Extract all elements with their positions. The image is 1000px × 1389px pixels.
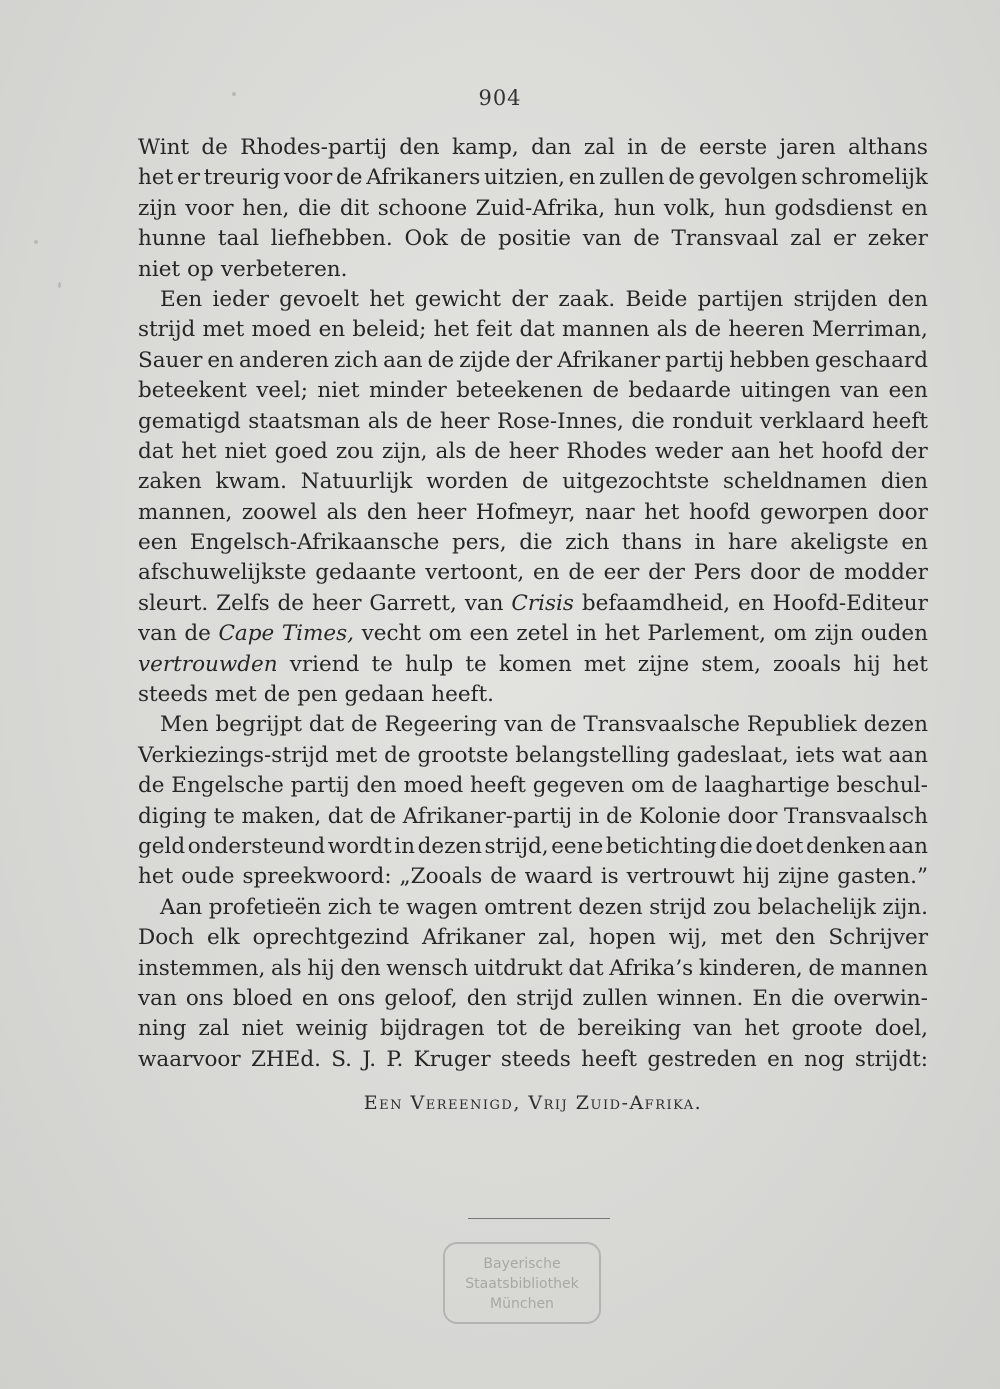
text-line: van de Cape Times, vecht om een zetel in het Parlement, om zijn ouden — [138, 621, 928, 647]
page-number: 904 — [478, 86, 522, 110]
body-text — [138, 133, 928, 1075]
text-line: mannen, zoowel als den heer Hofmeyr, naar het hoofd geworpen door — [138, 499, 928, 525]
stamp-line: Staatsbibliothek — [465, 1276, 579, 1292]
text-line: ning zal niet weinig bijdragen tot de bereiking van het groote doel, — [138, 1016, 928, 1042]
text-line: afschuwelijkste gedaante vertoont, en de eer der Pers door de modder — [138, 560, 928, 586]
text-line: strijd met moed en beleid; het feit dat mannen als de heeren Merriman, — [138, 317, 928, 343]
text-line: Een ieder gevoelt het gewicht der zaak. Beide partijen strijden den — [160, 286, 928, 312]
text-line: zaken kwam. Natuurlijk worden de uitgezochtste scheldnamen dien — [138, 469, 928, 495]
end-rule — [468, 1218, 610, 1219]
text-line: van ons bloed en ons geloof, den strijd zullen winnen. En die overwin- — [138, 985, 928, 1011]
text-line: Sauer en anderen zich aan de zijde der Afrikaner partij hebben geschaard — [138, 347, 928, 373]
paper-spot — [34, 240, 38, 244]
library-stamp — [443, 1242, 601, 1324]
text-line: Doch elk oprechtgezind Afrikaner zal, hopen wij, met den Schrijver — [138, 925, 928, 951]
text-line: beteekent veel; niet minder beteekenen de bedaarde uitingen van een — [138, 378, 928, 404]
text-line: hunne taal liefhebben. Ook de positie van de Transvaal zal er zeker — [138, 226, 928, 252]
text-line: Wint de Rhodes-partij den kamp, dan zal in de eerste jaren althans — [138, 135, 928, 160]
text-line: een Engelsch-Afrikaansche pers, die zich thans in hare akeligste en — [138, 530, 928, 556]
text-line: niet op verbeteren. — [138, 256, 348, 282]
text-line: sleurt. Zelfs de heer Garrett, van Crisis befaamdheid, en Hoofd-Editeur — [138, 590, 928, 616]
text-line: vertrouwden vriend te hulp te komen met zijne stem, zooals hij het — [138, 651, 928, 677]
text-line: Men begrijpt dat de Regeering van de Transvaalsche Republiek dezen — [160, 712, 928, 738]
text-line: Verkiezings-strijd met de grootste belangstelling gadeslaat, iets wat aan — [138, 742, 928, 768]
paper-spot — [232, 92, 236, 96]
text-line: het er treurig voor de Afrikaners uitzien, en zullen de gevolgen schromelijk — [138, 165, 928, 191]
text-line: het oude spreekwoord: „Zooals de waard is vertrouwt hij zijne gasten.” — [138, 864, 928, 890]
text-line: Aan profetieën zich te wagen omtrent dezen strijd zou belachelijk zijn. — [160, 894, 928, 920]
text-line: diging te maken, dat de Afrikaner-partij in de Kolonie door Transvaalsch — [138, 803, 928, 829]
text-line: zijn voor hen, die dit schoone Zuid-Afrika, hun volk, hun godsdienst en — [138, 195, 928, 221]
text-line: waarvoor ZHEd. S. J. P. Kruger steeds heeft gestreden en nog strijdt: — [138, 1046, 928, 1072]
text-line: steeds met de pen gedaan heeft. — [138, 682, 494, 708]
closing-motto — [0, 1092, 1000, 1114]
text-line: dat het niet goed zou zijn, als de heer Rhodes weder aan het hoofd der — [138, 438, 928, 464]
text-line: gematigd staatsman als de heer Rose-Innes, die ronduit verklaard heeft — [138, 408, 928, 434]
stamp-line: Bayerische — [483, 1256, 561, 1272]
text-line: de Engelsche partij den moed heeft gegeven om de laaghartige beschul- — [138, 773, 928, 799]
text-line: instemmen, als hij den wensch uitdrukt dat Afrika’s kinderen, de mannen — [138, 955, 928, 981]
stamp-line: München — [490, 1296, 554, 1312]
text-line: geld ondersteund wordt in dezen strijd, eene betichting die doet denken aan — [138, 833, 928, 859]
closing-motto-text: Een Vereenigd, Vrij Zuid-Afrika. — [363, 1092, 703, 1114]
paper-spot — [58, 282, 61, 288]
